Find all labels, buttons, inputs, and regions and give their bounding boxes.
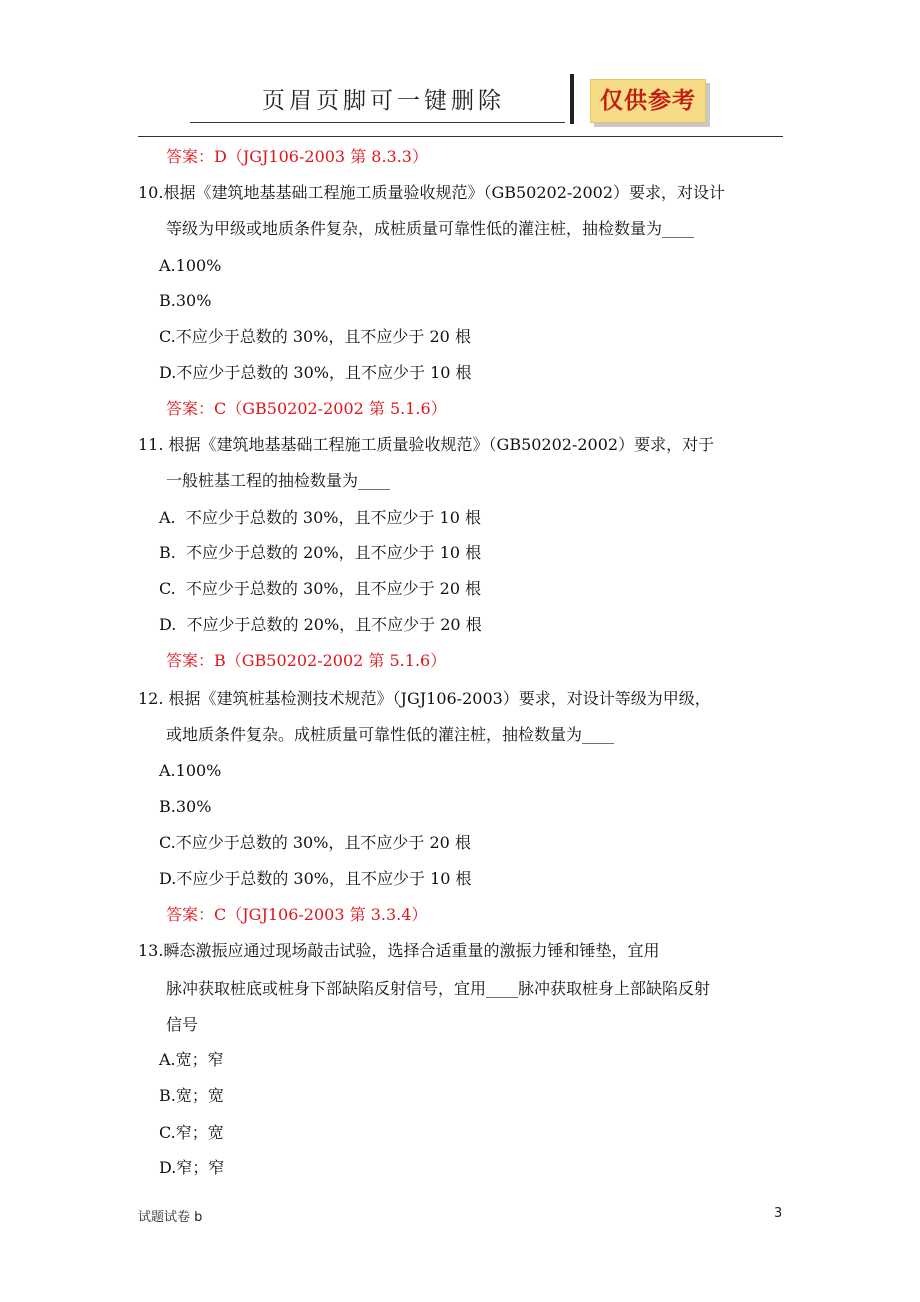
question-13-line-1: 13.瞬态激振应通过现场敲击试验，选择合适重量的激振力锤和锤垫，宜用 (138, 941, 660, 960)
answer-9: 答案：D（JGJ106-2003 第 8.3.3） (166, 147, 428, 166)
question-11-line-2: 一般桩基工程的抽检数量为____ (166, 471, 391, 490)
question-13-option-c: C.窄；宽 (159, 1123, 224, 1142)
question-12-option-d: D.不应少于总数的 30%，且不应少于 10 根 (159, 869, 472, 888)
question-12-option-a: A.100% (159, 761, 222, 780)
reference-stamp: 仅供参考 (590, 79, 706, 123)
question-12-line-1: 12. 根据《建筑桩基检测技术规范》（JGJ106-2003）要求，对设计等级为甲级， (138, 689, 711, 708)
question-13-line-2: 脉冲获取桩底或桩身下部缺陷反射信号，宜用____脉冲获取桩身上部缺陷反射 (166, 979, 711, 998)
question-12-option-c: C.不应少于总数的 30%，且不应少于 20 根 (159, 833, 471, 852)
question-13-option-b: B.宽；宽 (159, 1086, 224, 1105)
answer-10: 答案：C（GB50202-2002 第 5.1.6） (166, 399, 447, 418)
question-10-option-b: B.30% (159, 291, 212, 310)
header-title: 页眉页脚可一键删除 (262, 88, 505, 114)
footer-page-number: 3 (774, 1206, 783, 1221)
header-underline (190, 122, 565, 123)
question-10-option-d: D.不应少于总数的 30%，且不应少于 10 根 (159, 363, 472, 382)
question-11-option-b: B. 不应少于总数的 20%，且不应少于 10 根 (159, 543, 482, 562)
question-10-option-c: C.不应少于总数的 30%，且不应少于 20 根 (159, 327, 471, 346)
question-13-line-3: 信号 (166, 1015, 199, 1034)
question-11-line-1: 11. 根据《建筑地基基础工程施工质量验收规范》（GB50202-2002）要求，对于 (138, 435, 715, 454)
question-11-option-d: D. 不应少于总数的 20%，且不应少于 20 根 (159, 615, 482, 634)
question-11-option-a: A. 不应少于总数的 30%，且不应少于 10 根 (159, 508, 481, 527)
page-header (0, 0, 920, 140)
question-11-option-c: C. 不应少于总数的 30%，且不应少于 20 根 (159, 579, 482, 598)
question-10-line-1: 10.根据《建筑地基基础工程施工质量验收规范》（GB50202-2002）要求，对设计 (138, 183, 726, 202)
answer-12: 答案：C（JGJ106-2003 第 3.3.4） (166, 905, 428, 924)
question-10-line-2: 等级为甲级或地质条件复杂，成桩质量可靠性低的灌注桩，抽检数量为____ (166, 219, 695, 238)
header-rule (138, 136, 783, 137)
header-divider (570, 74, 574, 124)
footer-document-name: 试题试卷 b (138, 1210, 203, 1225)
question-10-option-a: A.100% (159, 256, 222, 275)
question-13-option-a: A.宽；窄 (159, 1050, 224, 1069)
question-12-line-2: 或地质条件复杂。成桩质量可靠性低的灌注桩，抽检数量为____ (166, 725, 615, 744)
question-13-option-d: D.窄；窄 (159, 1158, 225, 1177)
question-12-option-b: B.30% (159, 797, 212, 816)
answer-11: 答案：B（GB50202-2002 第 5.1.6） (166, 651, 447, 670)
